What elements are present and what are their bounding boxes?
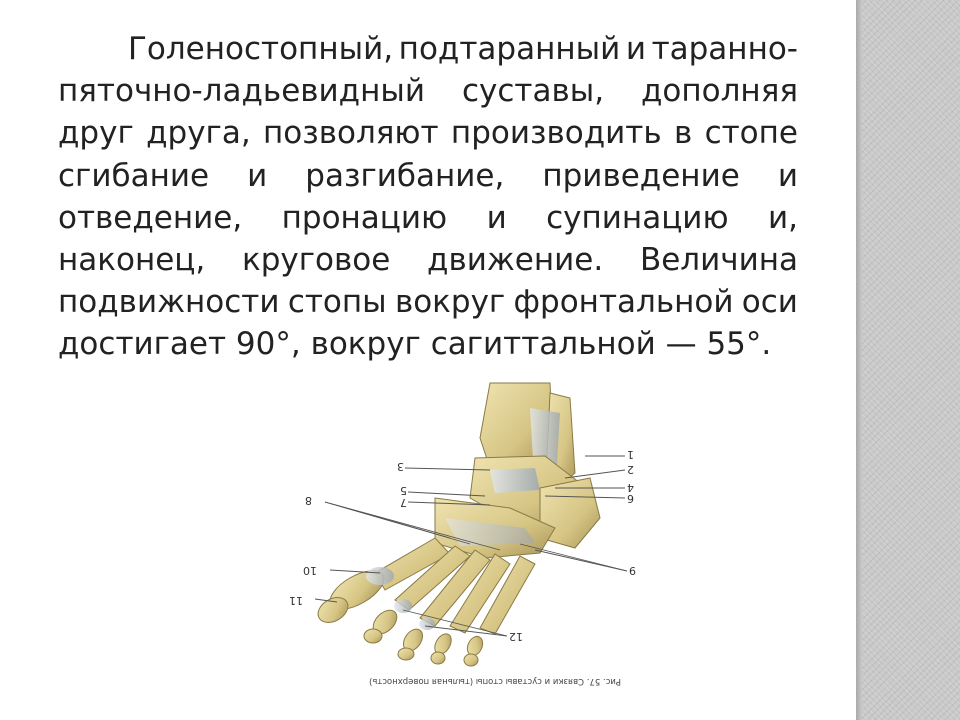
word: Величина <box>639 242 798 279</box>
word: суставы, <box>461 73 605 110</box>
word: в <box>673 115 693 152</box>
word: друг <box>58 115 134 152</box>
word: и <box>777 157 798 194</box>
label-12: 12 <box>509 630 523 643</box>
word: пяточно-ладьевидный <box>58 73 426 110</box>
paragraph-line-6 <box>58 239 798 281</box>
word: отведение, <box>58 199 243 236</box>
word: оси <box>741 284 798 321</box>
word: фронтальной <box>513 284 734 321</box>
word: производить <box>450 115 662 152</box>
word: и <box>625 31 646 67</box>
label-1: 1 <box>627 448 634 461</box>
paragraph-line-8: достигает 90°, вокруг сагиттальной — 55°. <box>58 326 772 363</box>
word: разгибание, <box>305 157 505 194</box>
paragraph-line-2 <box>58 70 798 112</box>
paragraph-line-7 <box>58 281 798 323</box>
word: круговое <box>241 242 391 279</box>
paragraph-line-5 <box>58 197 798 239</box>
word: и, <box>767 199 798 236</box>
word: вокруг <box>394 284 506 321</box>
word: позволяют <box>263 115 439 152</box>
label-8: 8 <box>305 494 312 507</box>
word: друга, <box>146 115 251 152</box>
label-10: 10 <box>303 564 317 577</box>
word: и <box>486 199 507 236</box>
word: наконец, <box>58 242 206 279</box>
word: подтаранный <box>398 31 621 67</box>
word: супинацию <box>546 199 729 236</box>
foot-illustration <box>285 378 655 708</box>
word: приведение <box>542 157 740 194</box>
label-7: 7 <box>400 496 407 509</box>
label-11: 11 <box>289 594 303 607</box>
word: дополняя <box>640 73 798 110</box>
label-6: 6 <box>627 492 634 505</box>
word: сгибание <box>58 157 210 194</box>
paragraph <box>58 28 798 366</box>
word: стопы <box>287 284 387 321</box>
decorative-side-band <box>856 0 960 720</box>
figure-caption: Рис. 57. Связки и суставы стопы (тыльная поверхность) <box>369 676 621 686</box>
word: движение. <box>427 242 604 279</box>
label-4: 4 <box>627 481 634 494</box>
word: Голеностопный, <box>128 31 394 67</box>
word: и <box>247 157 268 194</box>
label-3: 3 <box>397 460 404 473</box>
word: пронацию <box>281 199 448 236</box>
word: таранно- <box>651 31 798 67</box>
paragraph-line-3 <box>58 112 798 154</box>
paragraph-line-1 <box>58 28 798 70</box>
label-2: 2 <box>627 463 634 476</box>
foot-ligaments-figure <box>285 378 655 708</box>
paragraph-line-4 <box>58 155 798 197</box>
word: подвижности <box>58 284 280 321</box>
label-5: 5 <box>400 484 407 497</box>
label-9: 9 <box>629 564 636 577</box>
word: стопе <box>704 115 798 152</box>
